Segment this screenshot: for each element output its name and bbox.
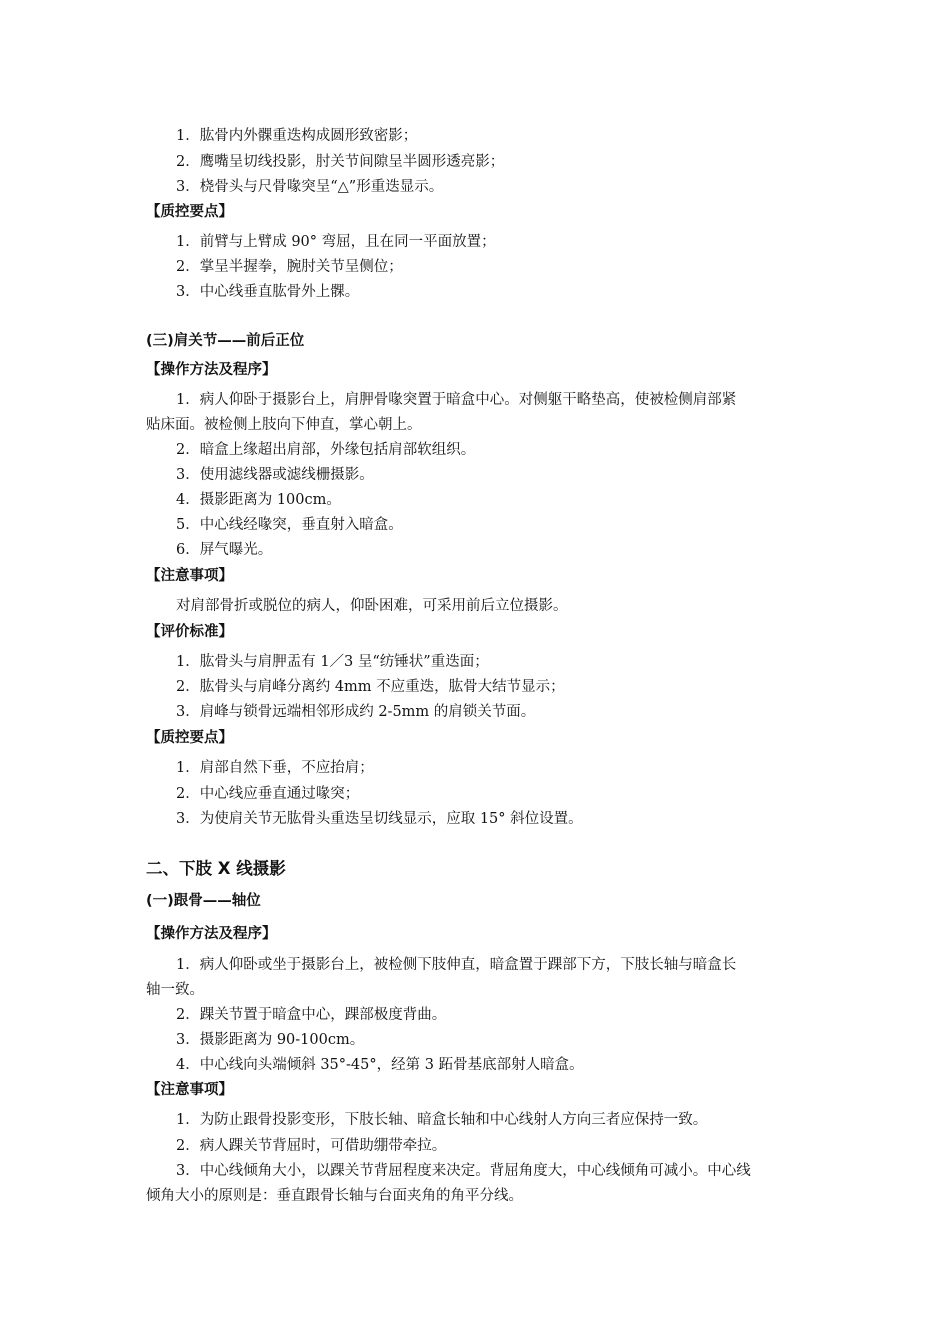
section-heading-operation: 【操作方法及程序】 [146, 362, 277, 378]
paragraph-line: 倾角大小的原则是：垂直跟骨长轴与台面夹角的角平分线。 [146, 1188, 523, 1204]
list-item: 2．掌呈半握拳，腕肘关节呈侧位； [176, 259, 403, 275]
section-heading-operation: 【操作方法及程序】 [146, 926, 277, 942]
section-heading-notes: 【注意事项】 [146, 1082, 233, 1098]
list-item: 4．摄影距离为 100cm。 [176, 492, 341, 508]
list-item: 1．为防止跟骨投影变形，下肢长轴、暗盒长轴和中心线射人方向三者应保持一致。 [176, 1112, 708, 1128]
list-item: 3．摄影距离为 90-100cm。 [176, 1032, 365, 1048]
section-heading-qc: 【质控要点】 [146, 730, 233, 746]
list-item: 2．病人踝关节背屈时，可借助绷带牵拉。 [176, 1138, 447, 1154]
section-heading-notes: 【注意事项】 [146, 568, 233, 584]
list-item: 3．中心线垂直肱骨外上髁。 [176, 284, 360, 300]
list-item: 1．肱骨头与肩胛盂有 1／3 呈“纺锤状”重迭面； [176, 654, 489, 670]
list-item: 3．使用滤线器或滤线栅摄影。 [176, 467, 374, 483]
list-item: 5．中心线经喙突，垂直射入暗盒。 [176, 517, 403, 533]
paragraph-line: 贴床面。被检侧上肢向下伸直，掌心朝上。 [146, 417, 422, 433]
list-item: 1．肱骨内外髁重迭构成圆形致密影； [176, 128, 418, 144]
list-item: 2．鹰嘴呈切线投影，肘关节间隙呈半圆形透亮影； [176, 154, 505, 170]
list-item: 2．肱骨头与肩峰分离约 4mm 不应重迭，肱骨大结节显示； [176, 679, 565, 695]
subsection-title: (三)肩关节——前后正位 [146, 333, 305, 349]
paragraph-line: 1．病人仰卧或坐于摄影台上，被检侧下肢伸直，暗盒置于踝部下方，下肢长轴与暗盒长 [176, 957, 737, 973]
list-item: 3．桡骨头与尺骨喙突呈“△”形重迭显示。 [176, 179, 444, 195]
section-heading-qc: 【质控要点】 [146, 204, 233, 220]
section-heading-evaluation: 【评价标准】 [146, 624, 233, 640]
paragraph-line: 1．病人仰卧于摄影台上，肩胛骨喙突置于暗盒中心。对侧躯干略垫高，使被检侧肩部紧 [176, 392, 737, 408]
list-item: 3．肩峰与锁骨远端相邻形成约 2-5mm 的肩锁关节面。 [176, 704, 536, 720]
list-item: 4．中心线向头端倾斜 35°-45°，经第 3 跖骨基底部射人暗盒。 [176, 1057, 584, 1073]
list-item: 2．踝关节置于暗盒中心，踝部极度背曲。 [176, 1007, 447, 1023]
list-item: 2．暗盒上缘超出肩部，外缘包括肩部软组织。 [176, 442, 476, 458]
list-item: 6．屏气曝光。 [176, 542, 273, 558]
subsection-title: (一)跟骨——轴位 [146, 893, 261, 909]
paragraph-line: 对肩部骨折或脱位的病人，仰卧困难，可采用前后立位摄影。 [176, 598, 568, 614]
list-item: 3．为使肩关节无肱骨头重迭呈切线显示，应取 15° 斜位设置。 [176, 811, 583, 827]
list-item: 2．中心线应垂直通过喙突； [176, 786, 360, 802]
paragraph-line: 轴一致。 [146, 982, 204, 998]
list-item: 1．前臂与上臂成 90° 弯屈，且在同一平面放置； [176, 234, 496, 250]
chapter-title: 二、下肢 X 线摄影 [146, 859, 286, 878]
paragraph-line: 3．中心线倾角大小，以踝关节背屈程度来决定。背屈角度大，中心线倾角可减小。中心线 [176, 1163, 751, 1179]
list-item: 1．肩部自然下垂，不应抬肩； [176, 760, 374, 776]
